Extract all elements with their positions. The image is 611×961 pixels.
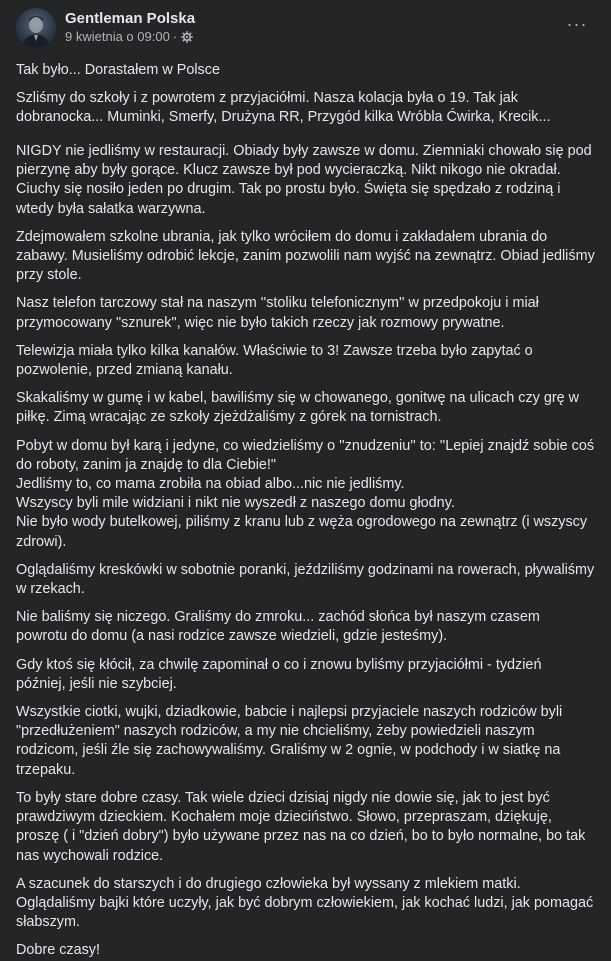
post-subline <box>65 29 195 45</box>
separator-dot: · <box>172 29 178 44</box>
post-paragraph: Pobyt w domu był karą i jedyne, co wiedzieliśmy o ''znudzeniu'' to: ''Lepiej znajdź sobie coś do roboty, zanim ja znajdę to dla Ciebie!" Jedliśmy to, co mama zrobiła na obiad albo...nic nie jedliśmy. Wszyscy byli mile widziani i nikt nie wyszedł z naszego domu głodny. Nie było wody butelkowej, piliśmy z kranu lub z węża ogrodowego na zewnątrz (i wszyscy zdrowi). <box>16 437 595 550</box>
author-name[interactable]: Gentleman Polska <box>65 10 196 27</box>
privacy-gear-icon[interactable] <box>181 31 193 43</box>
post-paragraph: Zdejmowałem szkolne ubrania, jak tylko wróciłem do domu i zakładałem ubrania do zabawy. Musieliśmy odrobić lekcje, zanim pozwolili nam wyjść na zewnątrz. Obiad jedliśmy przy stole. <box>16 228 595 284</box>
post-header <box>16 8 595 56</box>
post-paragraph: A szacunek do starszych i do drugiego człowieka był wyssany z mlekiem matki. Oglądaliśmy bajki które uczyły, jak być dobrym człowiekiem, jak kochać ludzi, jak pomagać słabszym. <box>16 875 594 931</box>
post-timestamp[interactable]: 9 kwietnia o 09:00 <box>65 29 170 44</box>
post-paragraph: Nie baliśmy się niczego. Graliśmy do zmroku... zachód słońca był naszym czasem powrotu do domu (a nasi rodzice zawsze wiedzieli, gdzie jesteśmy). <box>16 609 540 645</box>
post-text <box>16 61 595 961</box>
post-meta <box>65 10 195 45</box>
post-paragraph: NIGDY nie jedliśmy w restauracji. Obiady były zawsze w domu. Ziemniaki chowało się pod pierzynę aby były gorące. Klucz zawsze był pod wycieraczką. Nikt nikogo nie okradał. Ciuchy się nosiło jeden po drugim. Tak po prostu było. Święta się spędzało z rodziną i wtedy była sałatka warzywna. <box>16 143 592 217</box>
post-paragraph: Wszystkie ciotki, wujki, dziadkowie, babcie i najlepsi przyjaciele naszych rodziców byli "przedłużeniem" naszych rodziców, a my nie chcieliśmy, żeby powiedzieli naszym rodzicom, jeśli źle się zachowywaliśmy. Graliśmy w 2 ognie, w podchody i w siatkę na trzepaku. <box>16 704 563 778</box>
intro-body: Szliśmy do szkoły i z powrotem z przyjaciółmi. Nasza kolacja była o 19. Tak jak dobranocka... Muminki, Smerfy, Drużyna RR, Przygód kilka Wróbla Ćwirka, Krecik... <box>16 90 551 126</box>
intro-line: Tak było... Dorastałem w Polsce <box>16 62 220 78</box>
author-avatar[interactable] <box>16 8 56 48</box>
post-paragraph: Skakaliśmy w gumę i w kabel, bawiliśmy się w chowanego, gonitwę na ulicach czy grę w piłkę. Zimą wracając ze szkoły zjeżdżaliśmy z górek na tornistrach. <box>16 390 580 426</box>
post-paragraph: Nasz telefon tarczowy stał na naszym ''stoliku telefonicznym'' w przedpokoju i miał przymocowany "sznurek", więc nie było takich rzeczy jak rozmowy prywatne. <box>16 295 539 331</box>
post-paragraph: To były stare dobre czasy. Tak wiele dzieci dzisiaj nigdy nie dowie się, jak to jest być prawdziwym dzieckiem. Kochałem moje dzieciństwo. Słowo, przepraszam, dziękuję, proszę ( i "dzień dobry") było używane przez nas na co dzień, bo to było normalne, bo tak nas wychowali rodzice. <box>16 789 586 864</box>
more-options-icon[interactable]: ··· <box>566 13 588 34</box>
avatar-silhouette-icon <box>16 8 56 48</box>
post-paragraph: Gdy ktoś się kłócił, za chwilę zapominał o co i znowu byliśmy przyjaciółmi - tydzień później, jeśli nie szybciej. <box>16 656 542 692</box>
post-paragraph-intro <box>16 61 595 80</box>
post-paragraph: Dobre czasy! <box>16 942 100 959</box>
poland-flag-icon <box>223 65 237 75</box>
post-paragraph: Oglądaliśmy kreskówki w sobotnie poranki, jeździliśmy godzinami na rowerach, pływaliśmy w rzekach. <box>16 561 595 598</box>
post-paragraph: Telewizja miała tylko kilka kanałów. Właściwie to 3! Zawsze trzeba było zapytać o pozwolenie, przed zmianą kanału. <box>16 342 533 379</box>
